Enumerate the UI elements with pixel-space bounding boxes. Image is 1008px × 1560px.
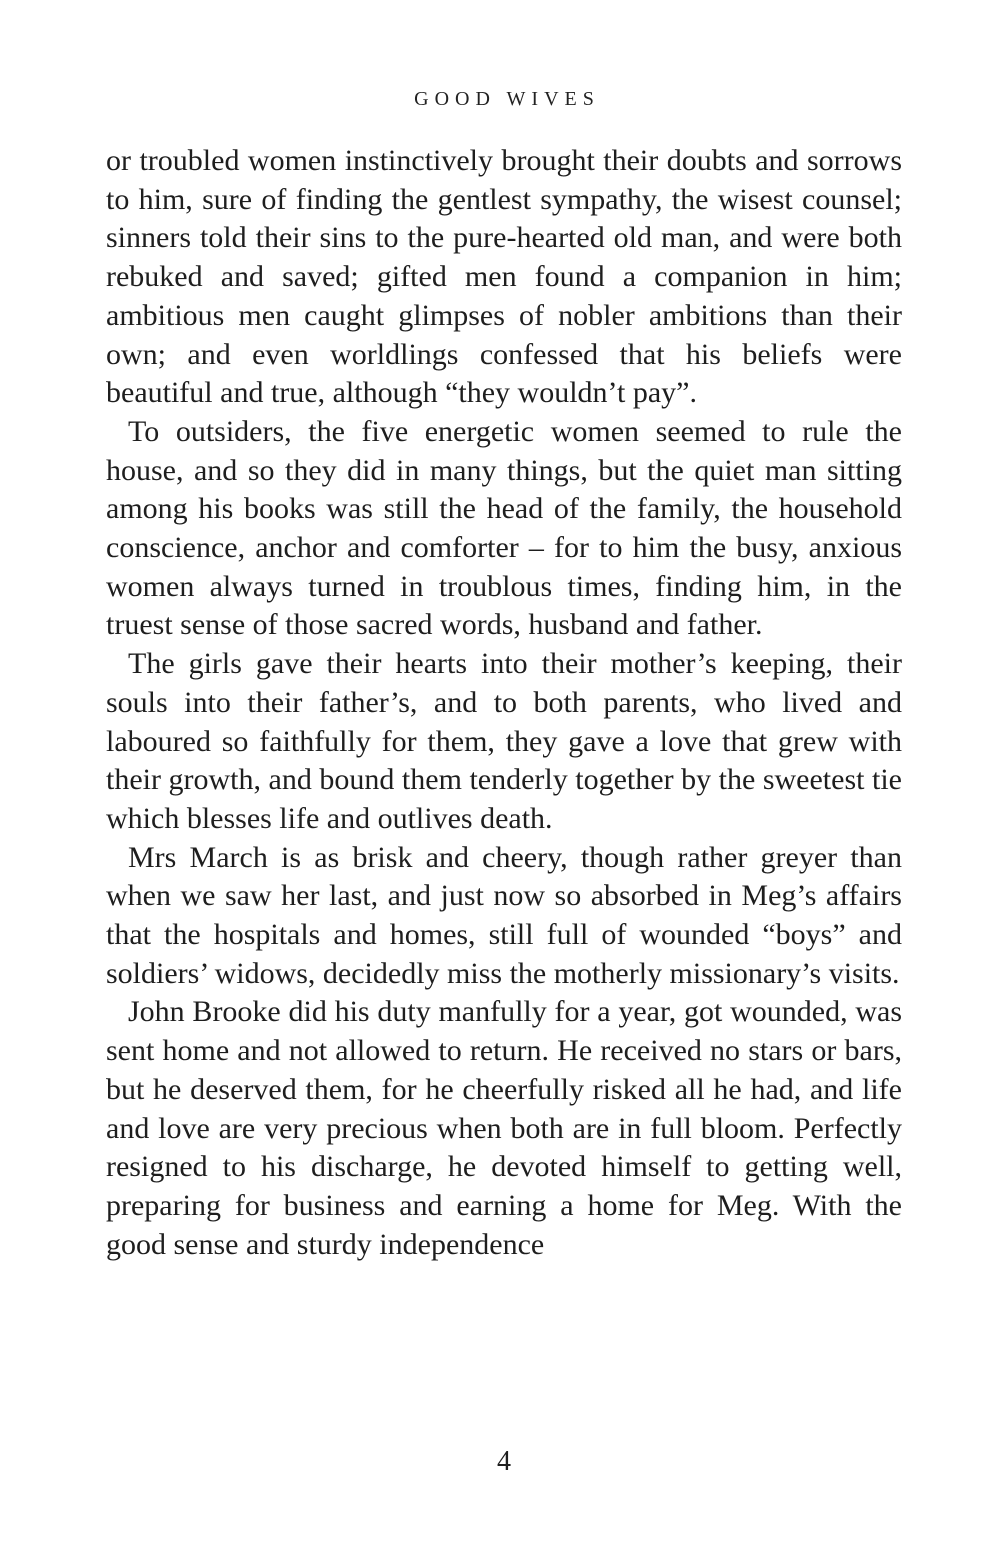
paragraph-4: Mrs March is as brisk and cheery, though rather greyer than when we saw her last, and just now so absorbed in Meg’s affairs that the hospitals and homes, still full of wounded “boys” and soldiers’ widows, decidedly miss the motherly missionary’s visits. xyxy=(106,840,902,990)
page-number: 4 xyxy=(497,1446,511,1477)
paragraph-2: To outsiders, the five energetic women seemed to rule the house, and so they did in many things, but the quiet man sitting among his books was still the head of the family, the household conscience, anchor and comforter – for to him the busy, anxious women always turned in troublous times, finding him, in the truest sense of those sacred words, husband and father. xyxy=(106,414,902,642)
paragraph-1: or troubled women instinctively brought their doubts and sorrows to him, sure of finding the gentlest sympathy, the wisest counsel; sinners told their sins to the pure-hearted old man, and were both rebuked and saved; gifted men found a companion in him; ambitious men caught glimpses of nobler ambitions than their own; and even worldlings confessed that his beliefs were beautiful and true, although “they wouldn’t pay”. xyxy=(106,144,902,410)
text-block xyxy=(106,142,902,1264)
paragraph-5: John Brooke did his duty manfully for a year, got wounded, was sent home and not allowed to return. He received no stars or bars, but he deserved them, for he cheerfully risked all he had, and life and love are very precious when both are in full bloom. Perfectly resigned to his discharge, he devoted himself to getting well, preparing for business and earning a home for Meg. With the good sense and sturdy independence xyxy=(106,995,902,1261)
running-header: GOOD WIVES xyxy=(414,88,600,110)
paragraph-3: The girls gave their hearts into their mother’s keeping, their souls into their father’s, and to both parents, who lived and laboured so faithfully for them, they gave a love that grew with their growth, and bound them tenderly together by the sweetest tie which blesses life and outlives death. xyxy=(106,647,902,835)
